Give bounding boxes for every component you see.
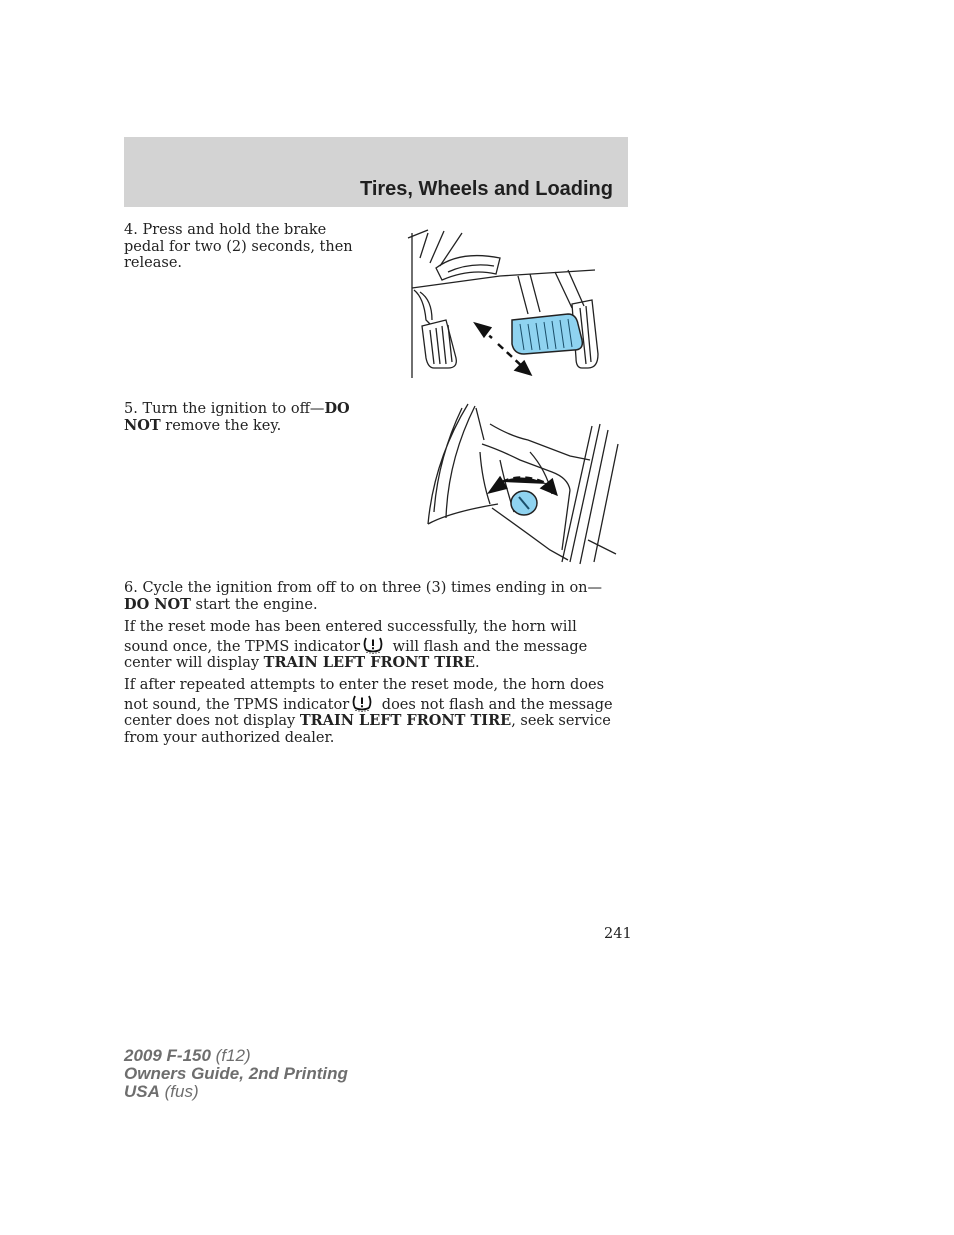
step-5-text	[124, 401, 364, 434]
footer-region-line	[124, 1083, 348, 1101]
reset-failure-part1: If after repeated attempts to enter the reset mode, the horn does not sound, the TPMS indicator	[124, 677, 605, 713]
reset-success-message: TRAIN LEFT FRONT TIRE	[263, 654, 475, 671]
document-footer	[124, 1047, 348, 1101]
reset-failure-tail: , seek service from your authorized dealer.	[124, 713, 611, 746]
reset-failure-paragraph	[124, 677, 614, 746]
step-6-paragraph	[124, 580, 614, 613]
step-6-emphasis: DO NOT	[124, 595, 191, 613]
tpms-warning-icon	[362, 636, 384, 654]
brake-pedal-illustration	[400, 228, 610, 383]
step-5-tail: remove the key.	[160, 417, 282, 434]
reset-failure-part2: does not flash and the message center does not display	[124, 696, 613, 729]
step-6-tail: start the engine.	[190, 596, 318, 613]
step-6-lead: 6. Cycle the ignition from off to on three (3) times ending in on—	[124, 580, 603, 596]
reset-success-tail: .	[474, 655, 480, 671]
reset-success-part2: will flash and the message center will display	[124, 638, 588, 671]
footer-model-code: (f12)	[210, 1046, 251, 1065]
step-5-paragraph	[124, 401, 364, 434]
reset-success-part1: If the reset mode has been entered successfully, the horn will sound once, the TPMS indicator	[124, 619, 577, 655]
footer-region-code: (fus)	[159, 1082, 199, 1101]
section-header-band	[124, 137, 628, 207]
ignition-key-illustration	[420, 400, 625, 570]
reset-success-paragraph	[124, 619, 614, 672]
page-number: 241	[604, 926, 632, 942]
step-4-text	[124, 222, 364, 272]
footer-guide: Owners Guide, 2nd Printing	[124, 1064, 348, 1083]
footer-model-line	[124, 1047, 348, 1065]
step-4-paragraph: 4. Press and hold the brake pedal for two (2) seconds, then release.	[124, 222, 353, 271]
step-5-emphasis: DO NOT	[124, 400, 350, 434]
reset-success-text	[124, 619, 614, 672]
reset-failure-text	[124, 677, 614, 746]
tpms-warning-icon	[351, 694, 373, 712]
footer-region: USA	[124, 1082, 160, 1101]
reset-failure-message: TRAIN LEFT FRONT TIRE	[299, 712, 512, 729]
section-title: Tires, Wheels and Loading	[359, 178, 613, 200]
step-5-lead: 5. Turn the ignition to off—	[124, 401, 325, 417]
footer-model: 2009 F-150	[124, 1046, 211, 1065]
step-6-text	[124, 580, 614, 613]
